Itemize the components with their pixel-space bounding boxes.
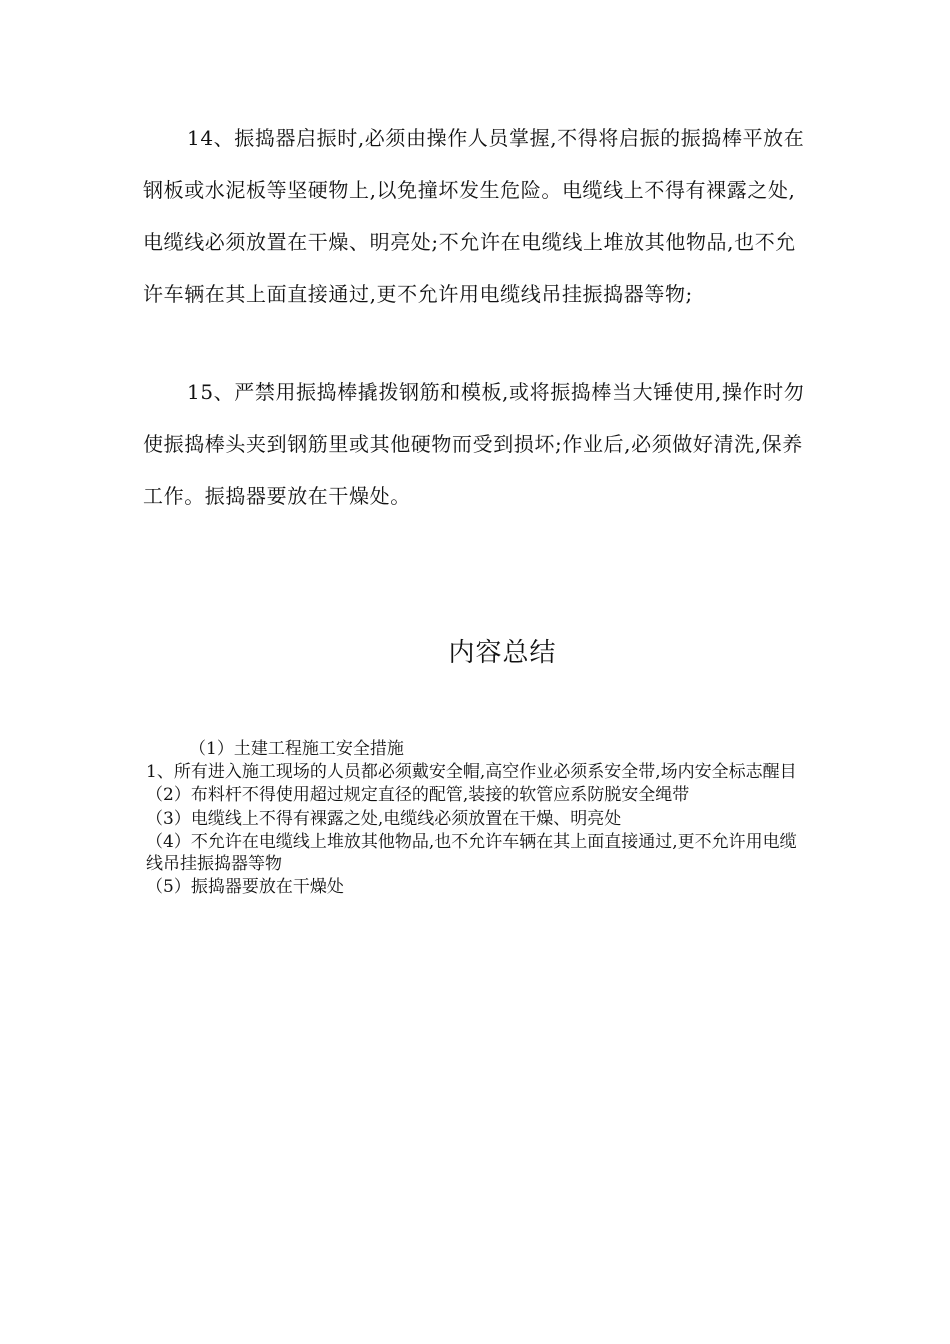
summary-item: （5）振捣器要放在干燥处 bbox=[146, 877, 344, 897]
summary-item: （3）电缆线上不得有裸露之处,电缆线必须放置在干燥、明亮处 bbox=[146, 809, 622, 829]
body-paragraph-15: 15、严禁用振捣棒撬拨钢筋和模板,或将振捣棒当大锤使用,操作时勿使振捣棒头夹到钢筋里或其他硬物而受到损坏;作业后,必须做好清洗,保养工作。振捣器要放在干燥处。 bbox=[143, 380, 805, 508]
summary-item: 1、所有进入施工现场的人员都必须戴安全帽,高空作业必须系安全带,场内安全标志醒目 bbox=[146, 762, 797, 782]
summary-item: （1）土建工程施工安全措施 bbox=[189, 739, 404, 759]
body-paragraph-14: 14、振捣器启振时,必须由操作人员掌握,不得将启振的振捣棒平放在钢板或水泥板等坚硬物上,以免撞坏发生危险。电缆线上不得有裸露之处,电缆线必须放置在干燥、明亮处;不允许在电缆线上堆放其他物品,也不允许车辆在其上面直接通过,更不允许用电缆线吊挂振捣器等物; bbox=[143, 126, 805, 306]
summary-item: （4）不允许在电缆线上堆放其他物品,也不允许车辆在其上面直接通过,更不允许用电缆线吊挂振捣器等物 bbox=[146, 832, 797, 874]
summary-title: 内容总结 bbox=[448, 638, 557, 668]
summary-list bbox=[146, 737, 810, 899]
summary-item: （2）布料杆不得使用超过规定直径的配管,装接的软管应系防脱安全绳带 bbox=[146, 785, 690, 805]
